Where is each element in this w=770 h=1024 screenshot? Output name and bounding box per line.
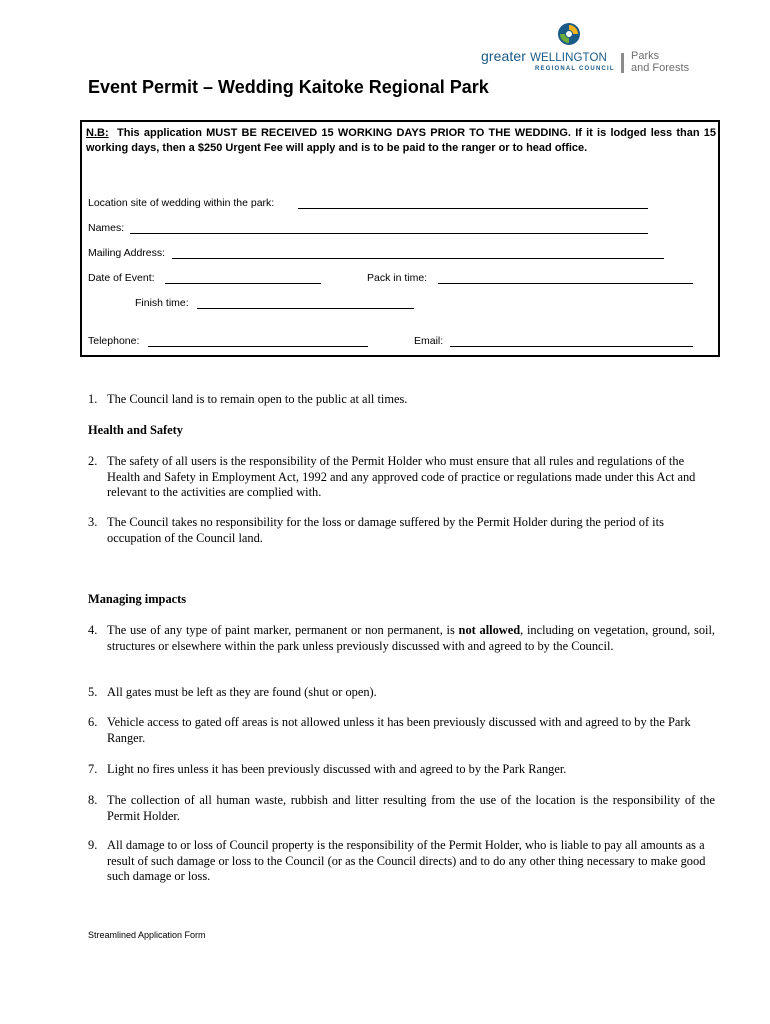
mailing-address-field[interactable] (172, 258, 664, 259)
item-2-text: The safety of all users is the responsibility of the Permit Holder who must ensure that all rules and regulations of the Health and Safety in Employment Act, 1992 and any approved code of practice or regulations made under this Act and relevant to the activities are complied with. (107, 454, 696, 499)
page-title: Event Permit – Wedding Kaitoke Regional Park (88, 77, 489, 97)
date-of-event-label: Date of Event: (88, 272, 155, 284)
telephone-label: Telephone: (88, 335, 140, 347)
item-1-number: 1. (88, 392, 98, 406)
managing-impacts-heading: Managing impacts (88, 592, 187, 606)
logo-greater-text: greater (481, 48, 527, 64)
item-2-number: 2. (88, 454, 98, 468)
greater-wellington-logo (481, 20, 711, 80)
item-6-number: 6. (88, 715, 98, 729)
item-9-number: 9. (88, 838, 98, 852)
item-6-text: Vehicle access to gated off areas is not allowed unless it has been previously discussed with and agreed to by the Park Ranger. (107, 715, 691, 745)
footer-form-name: Streamlined Application Form (88, 930, 206, 940)
not-allowed-emphasis: not allowed (458, 623, 521, 637)
swirl-logo-icon (557, 22, 581, 46)
names-field[interactable] (130, 233, 648, 234)
item-4-number: 4. (88, 623, 98, 637)
item-4-text (107, 623, 715, 654)
item-5-number: 5. (88, 685, 98, 699)
logo-divider (621, 53, 624, 73)
health-safety-heading: Health and Safety (88, 423, 183, 437)
item-3-text: The Council takes no responsibility for the loss or damage suffered by the Permit Holder during the period of its occupation of the Council land. (107, 515, 664, 545)
email-field[interactable] (450, 346, 693, 347)
pack-in-time-label: Pack in time: (367, 272, 428, 284)
logo-parks-forests (631, 50, 689, 74)
item-8-number: 8. (88, 793, 98, 807)
date-of-event-field[interactable] (165, 283, 321, 284)
logo-wordmark (481, 48, 607, 64)
item-1-text: The Council land is to remain open to the public at all times. (107, 392, 408, 406)
email-label: Email: (414, 335, 444, 347)
location-label: Location site of wedding within the park: (88, 197, 275, 209)
item-7-number: 7. (88, 762, 98, 776)
finish-time-field[interactable] (197, 308, 414, 309)
logo-forests-text: and Forests (631, 62, 690, 74)
nb-label: N.B: (86, 127, 109, 139)
logo-regional-council: REGIONAL COUNCIL (535, 66, 615, 72)
mailing-address-label: Mailing Address: (88, 247, 166, 259)
finish-time-label: Finish time: (135, 297, 189, 309)
location-field[interactable] (298, 208, 648, 209)
item-8-text: The collection of all human waste, rubbish and litter resulting from the use of the location is the responsibility of the Permit Holder. (107, 793, 715, 823)
item-4-text-b: , including on vegetation, ground, soil, structures or elsewhere within the park unless previously discussed with and agreed to by the Council. (107, 623, 716, 653)
telephone-field[interactable] (148, 346, 368, 347)
logo-parks-text: Parks (631, 50, 660, 62)
item-9-text: All damage to or loss of Council property is the responsibility of the Permit Holder, who is liable to pay all amounts as a result of such damage or loss to the Council (or as the Council directs) and to do any other thing necessary to make good such damage or loss. (107, 838, 706, 883)
logo-wellington-text: WELLINGTON (530, 52, 607, 64)
urgent-fee-notice (86, 126, 716, 156)
names-label: Names: (88, 222, 125, 234)
pack-in-time-field[interactable] (438, 283, 693, 284)
item-4-text-a: The use of any type of paint marker, permanent or non permanent, is (107, 623, 459, 637)
item-5-text: All gates must be left as they are found (shut or open). (107, 685, 377, 699)
item-7-text: Light no fires unless it has been previously discussed with and agreed to by the Park Ranger. (107, 762, 567, 776)
notice-text: This application MUST BE RECEIVED 15 WORKING DAYS PRIOR TO THE WEDDING. If it is lodged less than 15 working days, then a $250 Urgent Fee will apply and is to be paid to the ranger or to head office. (86, 127, 716, 154)
item-3-number: 3. (88, 515, 98, 529)
